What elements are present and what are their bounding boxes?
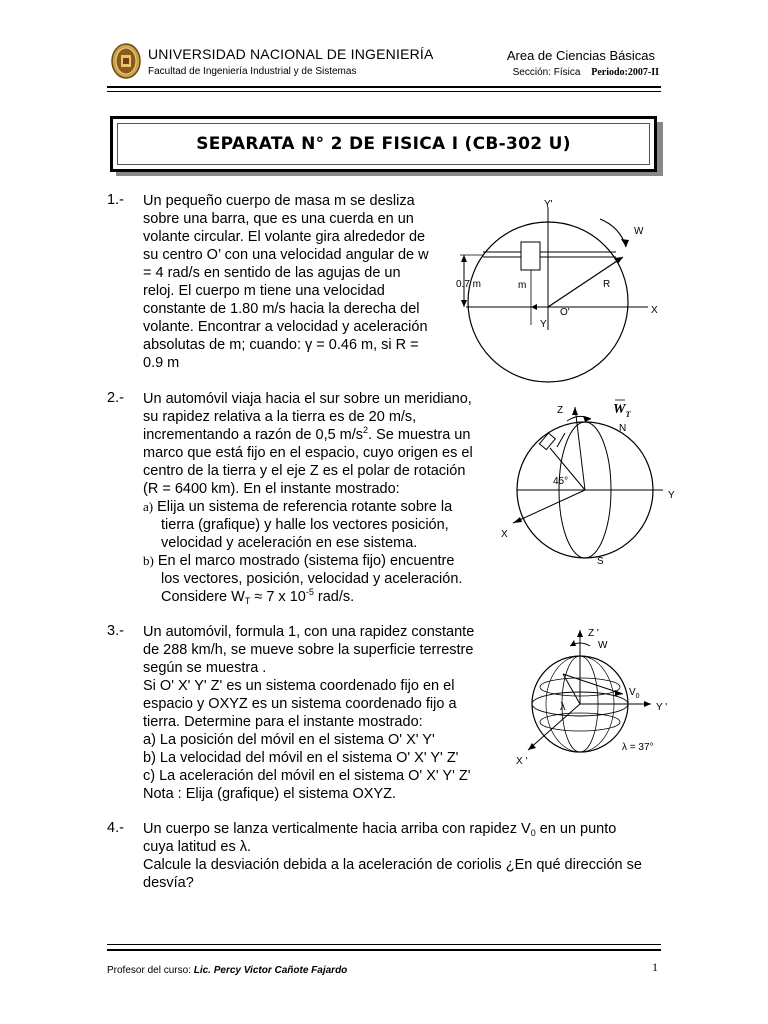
- fig1-distance-label: 0.7 m: [456, 279, 482, 290]
- problem-line: sobre una barra, que es una cuerda en un: [143, 211, 414, 227]
- fig2-s-label: S: [597, 556, 604, 567]
- footer-credit: [107, 965, 347, 976]
- problem-line: b) La velocidad del móvil en el sistema O' X' Y' Z': [143, 750, 459, 766]
- professor-name: Lic. Percy Victor Cañote Fajardo: [193, 965, 348, 976]
- fig1-r-label: R: [603, 279, 611, 290]
- problem-line: su centro O’ con una velocidad angular de w: [143, 247, 429, 263]
- problem-line: según se muestra .: [143, 660, 267, 676]
- fig1-y-prime-label: Y': [544, 199, 553, 210]
- problem-line: los vectores, posición, velocidad y aceleración.: [161, 571, 463, 587]
- problem-item-b: b) En el marco mostrado (sistema fijo) encuentre: [143, 553, 455, 569]
- page-title: SEPARATA N° 2 DE FISICA I (CB-302 U): [196, 134, 571, 154]
- problem-1-text: [143, 192, 429, 372]
- problem-line: Un pequeño cuerpo de masa m se desliza: [143, 193, 415, 209]
- problem-line: centro de la tierra y el eje Z es el polar de rotación: [143, 463, 466, 479]
- footer-rule: [107, 949, 661, 951]
- footer-label: Profesor del curso:: [107, 965, 194, 976]
- problem-line: Si O' X' Y' Z' es un sistema coordenado fijo en el: [143, 678, 455, 694]
- fig2-n-label: N: [619, 423, 627, 434]
- university-seal-icon: [111, 43, 141, 79]
- problem-line: 0.9 m: [143, 355, 180, 371]
- problem-line: c) La aceleración del móvil en el sistema O' X' Y' Z': [143, 768, 471, 784]
- fig2-z-label: Z: [557, 405, 564, 416]
- fig2-y-label: Y: [668, 490, 675, 501]
- university-name: UNIVERSIDAD NACIONAL DE INGENIERÍA: [148, 46, 434, 62]
- fig1-w-label: W: [634, 226, 644, 237]
- fig3-z-label: Z ': [588, 628, 599, 639]
- faculty-name: Facultad de Ingeniería Industrial y de Sistemas: [148, 66, 357, 77]
- section-label: Sección: Física: [512, 67, 581, 78]
- problem-line: a) La posición del móvil en el sistema O' X' Y': [143, 732, 435, 748]
- fig3-w-label: W: [598, 640, 608, 651]
- problem-line: (R = 6400 km). En el instante mostrado:: [143, 481, 400, 497]
- globe-figure: [495, 395, 685, 575]
- problem-line: marco que está fijo en el espacio, cuyo origen es el: [143, 445, 473, 461]
- flywheel-figure: [448, 195, 668, 385]
- fig3-v0-label: $V_0$: [629, 687, 640, 700]
- problem-line: de 288 km/h, se mueve sobre la superficie terrestre: [143, 642, 474, 658]
- problem-3-text: [143, 623, 474, 803]
- earth-car-figure: [508, 622, 683, 772]
- problem-line: desvía?: [143, 875, 194, 891]
- problem-line: absolutas de m; cuando: γ = 0.46 m, si R =: [143, 337, 419, 353]
- problem-line: velocidad y aceleración en ese sistema.: [161, 535, 418, 551]
- fig2-x-label: X: [501, 529, 508, 540]
- title-shadow: [116, 172, 663, 176]
- problem-line: Un cuerpo se lanza verticalmente hacia arriba con rapidez $V_0$ en un punto: [143, 821, 617, 838]
- fig1-y-label: Y: [540, 319, 547, 330]
- problem-line: su rapidez relativa a la tierra es de 20 m/s,: [143, 409, 417, 425]
- problem-item-a: a) Elija un sistema de referencia rotante sobre la: [143, 499, 453, 515]
- page-number: 1: [652, 960, 658, 974]
- problem-line: tierra (grafique) y halle los vectores posición,: [161, 517, 449, 533]
- section-period: [513, 67, 659, 78]
- problem-3-number: 3.-: [107, 623, 124, 639]
- problem-2-number: 2.-: [107, 390, 124, 406]
- problem-line: Un automóvil, formula 1, con una rapidez constante: [143, 624, 475, 640]
- fig2-wt-label: $W_T$: [613, 402, 631, 419]
- problem-line: incrementando a razón de 0,5 $m/s^2$. Se muestra un: [143, 425, 471, 443]
- problem-4-text: [143, 820, 642, 892]
- problem-4-number: 4.-: [107, 820, 124, 836]
- title-shadow-side: [657, 122, 663, 176]
- problem-1-number: 1.-: [107, 192, 124, 208]
- problem-line: constante de 1.80 m/s hacia la derecha del: [143, 301, 420, 317]
- fig3-x-label: X ': [516, 756, 528, 767]
- fig1-x-label: X: [651, 305, 658, 316]
- problem-line: Un automóvil viaja hacia el sur sobre un meridiano,: [143, 391, 472, 407]
- problem-line: cuya latitud es λ.: [143, 839, 251, 855]
- fig1-origin-label: O': [560, 307, 570, 318]
- problem-2-text: [143, 390, 473, 606]
- problem-line: tierra. Determine para el instante mostrado:: [143, 714, 423, 730]
- problem-line: volante. Encontrar a velocidad y aceleración: [143, 319, 428, 335]
- fig1-m-label: m: [518, 280, 527, 291]
- fig3-lambda-label: λ: [560, 701, 566, 713]
- fig3-y-label: Y ': [656, 702, 668, 713]
- period-label: Periodo:2007-II: [591, 67, 659, 78]
- title-box: [110, 116, 657, 172]
- problem-line: = 4 rad/s en sentido de las agujas de un: [143, 265, 401, 281]
- problem-line: espacio y OXYZ es un sistema coordenado fijo a: [143, 696, 457, 712]
- header-rule: [107, 86, 661, 88]
- footer-rule-thin: [107, 944, 661, 945]
- fig2-angle-label: 45°: [553, 476, 569, 487]
- problem-line: Nota : Elija (grafique) el sistema OXYZ.: [143, 786, 397, 802]
- fig3-lambda-value: λ = 37°: [622, 742, 654, 753]
- area-name: Area de Ciencias Básicas: [506, 48, 655, 63]
- problem-consider: Considere $W_T \approx 7$ x $10^{-5}$ rad/s.: [161, 587, 355, 606]
- header-rule-thin: [107, 91, 661, 92]
- problem-line: reloj. El cuerpo m tiene una velocidad: [143, 283, 385, 299]
- problem-line: volante circular. El volante gira alrededor de: [143, 229, 426, 245]
- problem-line: Calcule la desviación debida a la aceleración de coriolis ¿En qué dirección se: [143, 857, 642, 873]
